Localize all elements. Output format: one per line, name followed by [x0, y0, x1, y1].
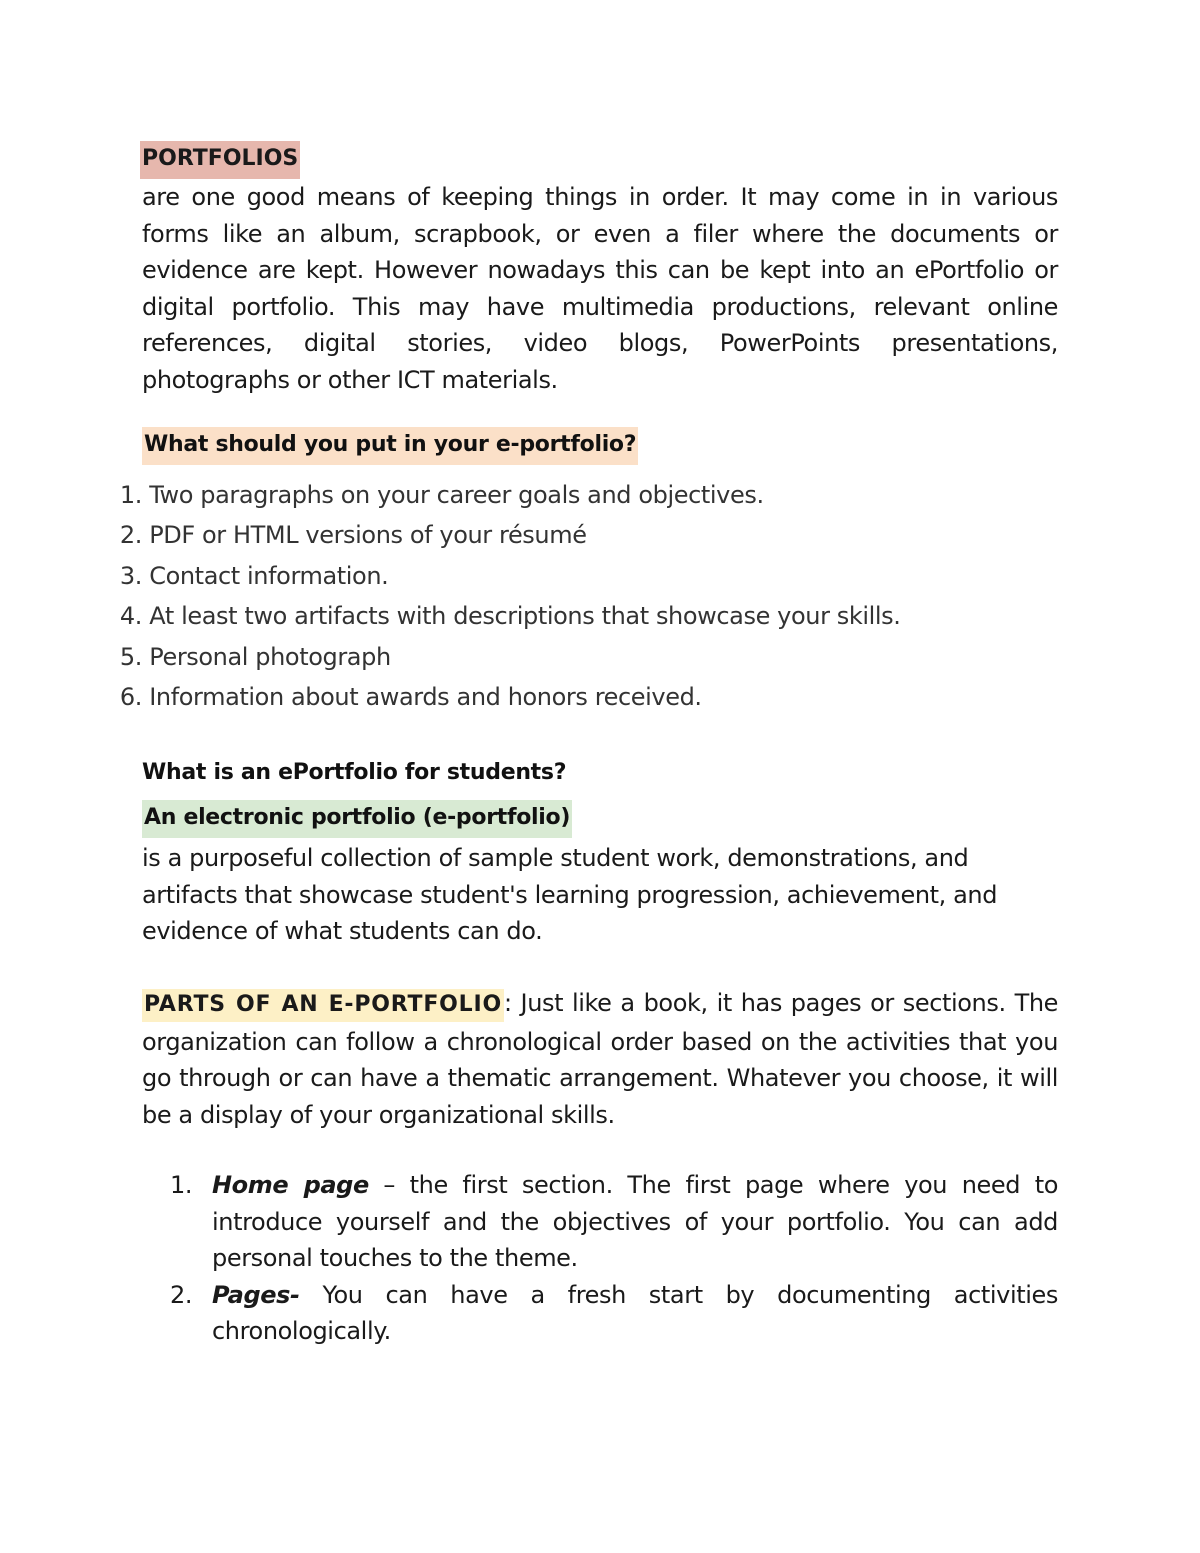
parts-list [170, 1167, 1058, 1350]
list-item-text: Two paragraphs on your career goals and objectives. [149, 481, 764, 509]
list-item-text: PDF or HTML versions of your résumé [149, 521, 587, 550]
eportfolio-definition-paragraph: is a purposeful collection of sample student work, demonstrations, and artifacts that showcase student's learning progression, achievement, and evidence of what students can do. [142, 844, 998, 945]
list-item-number: 2. [119, 521, 142, 550]
list-item-description: – the first section. The first page where you need to introduce yourself and the objectives of your portfolio. You can add personal touches to the theme. [212, 1171, 1058, 1272]
list-item-number: 1. [170, 1171, 193, 1199]
portfolios-title [140, 141, 300, 179]
list-item-term: Pages- [212, 1280, 300, 1309]
eportfolio-term-text: An electronic portfolio (e-portfolio) [142, 800, 572, 838]
parts-section [142, 985, 1058, 1133]
portfolios-definition [142, 179, 1058, 398]
list-item [170, 1167, 1058, 1277]
eportfolio-definition [142, 840, 1058, 950]
list-item-description: You can have a fresh start by documenting activities chronologically. [212, 1280, 1058, 1345]
list-item-number: 1. [119, 481, 142, 509]
list-item-number: 3. [119, 561, 142, 590]
eportfolio-term [142, 800, 1058, 838]
eportfolio-contents-list [100, 475, 901, 717]
parts-label: PARTS OF AN E-PORTFOLIO [142, 989, 504, 1022]
eportfolio-contents-heading [142, 427, 1058, 465]
list-item [100, 637, 901, 677]
list-item [100, 475, 901, 515]
parts-body: Just like a book, it has pages or sections. The organization can follow a chronological order based on the activities that you go through or can have a thematic arrangement. Whatever you choose, it will be a display of your organizational skills. [142, 989, 1059, 1129]
list-item [100, 677, 901, 717]
list-item [100, 515, 901, 555]
list-item-text [212, 1277, 1058, 1350]
list-item [100, 556, 901, 596]
portfolios-title-text: PORTFOLIOS [140, 141, 300, 179]
list-item [170, 1277, 1058, 1350]
list-item-text [212, 1167, 1058, 1277]
list-item [100, 596, 901, 636]
parts-colon: : [503, 989, 512, 1017]
list-item-number: 4. [119, 602, 142, 631]
list-item-number: 5. [119, 642, 142, 671]
list-item-text: Personal photograph [149, 642, 391, 671]
eportfolio-students-question: What is an ePortfolio for students? [142, 760, 567, 785]
list-item-text: At least two artifacts with descriptions that showcase your skills. [149, 602, 901, 631]
list-item-number: 6. [119, 682, 142, 711]
portfolios-paragraph: are one good means of keeping things in order. It may come in in various forms like an album, scrapbook, or even a filer where the documents or evidence are kept. However nowadays this can be kept into an ePortfolio or digital portfolio. This may have multimedia productions, relevant online references, digital stories, video blogs, PowerPoints presentations, photographs or other ICT materials. [142, 183, 1058, 394]
parts-paragraph [142, 985, 1058, 1133]
list-item-term: Home page [212, 1171, 369, 1199]
list-item-text: Information about awards and honors received. [149, 682, 702, 711]
eportfolio-contents-heading-text: What should you put in your e-portfolio? [142, 427, 638, 465]
list-item-number: 2. [170, 1280, 193, 1309]
list-item-text: Contact information. [149, 561, 389, 590]
